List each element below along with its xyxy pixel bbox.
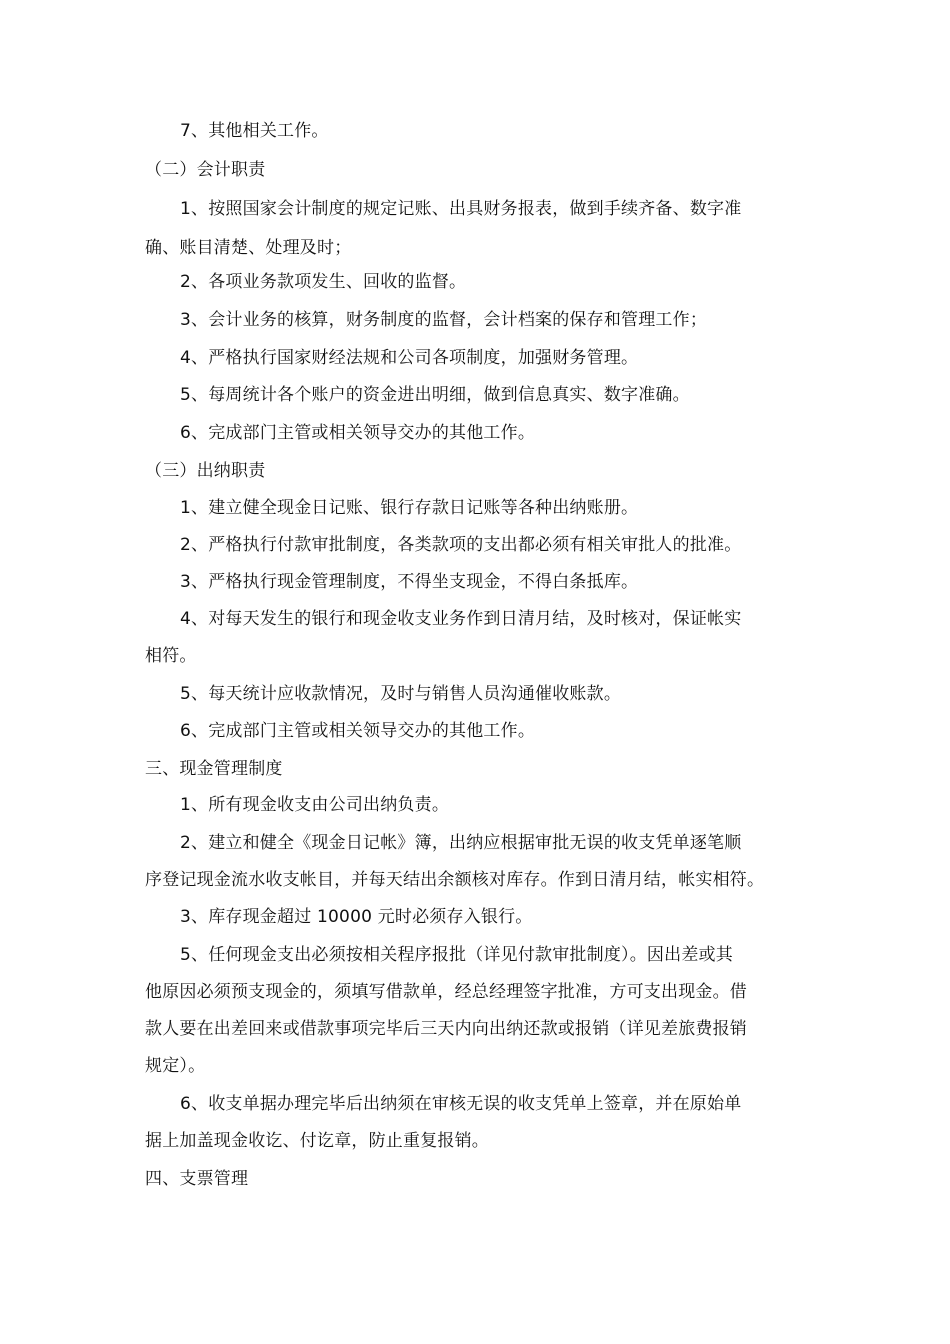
text-line: 规定）。 xyxy=(145,1056,206,1076)
section-heading: （二）会计职责 xyxy=(145,160,266,180)
text-line: 6、收支单据办理完毕后出纳须在审核无误的收支凭单上签章，并在原始单 xyxy=(180,1094,742,1114)
text-line: 确、账目清楚、处理及时； xyxy=(145,238,352,258)
section-heading: 四、支票管理 xyxy=(145,1169,249,1189)
text-line: 3、严格执行现金管理制度，不得坐支现金，不得白条抵库。 xyxy=(180,572,639,592)
text-line: 4、严格执行国家财经法规和公司各项制度，加强财务管理。 xyxy=(180,348,639,368)
text-line: 5、任何现金支出必须按相关程序报批（详见付款审批制度）。因出差或其 xyxy=(180,945,733,965)
text-line: 相符。 xyxy=(145,646,197,666)
text-line: 1、建立健全现金日记账、银行存款日记账等各种出纳账册。 xyxy=(180,498,639,518)
text-line: 2、各项业务款项发生、回收的监督。 xyxy=(180,272,467,292)
text-line: 5、每周统计各个账户的资金进出明细，做到信息真实、数字准确。 xyxy=(180,385,690,405)
text-line: 4、对每天发生的银行和现金收支业务作到日清月结，及时核对，保证帐实 xyxy=(180,609,742,629)
text-line: 3、库存现金超过 10000 元时必须存入银行。 xyxy=(180,907,533,927)
text-line: 5、每天统计应收款情况，及时与销售人员沟通催收账款。 xyxy=(180,684,622,704)
text-line: 2、建立和健全《现金日记帐》簿，出纳应根据审批无误的收支凭单逐笔顺 xyxy=(180,833,742,853)
text-line: 款人要在出差回来或借款事项完毕后三天内向出纳还款或报销（详见差旅费报销 xyxy=(145,1019,747,1039)
text-line: 6、完成部门主管或相关领导交办的其他工作。 xyxy=(180,721,536,741)
text-line: 2、严格执行付款审批制度，各类款项的支出都必须有相关审批人的批准。 xyxy=(180,535,742,555)
text-line: 1、按照国家会计制度的规定记账、出具财务报表，做到手续齐备、数字准 xyxy=(180,199,742,219)
text-line: 3、会计业务的核算，财务制度的监督，会计档案的保存和管理工作； xyxy=(180,310,708,330)
text-line: 据上加盖现金收讫、付讫章，防止重复报销。 xyxy=(145,1131,489,1151)
text-line: 序登记现金流水收支帐目，并每天结出余额核对库存。作到日清月结，帐实相符。 xyxy=(145,870,765,890)
text-line: 他原因必须预支现金的，须填写借款单，经总经理签字批准，方可支出现金。借 xyxy=(145,982,747,1002)
section-heading: 三、现金管理制度 xyxy=(145,759,283,779)
section-heading: （三）出纳职责 xyxy=(145,461,266,481)
text-line: 6、完成部门主管或相关领导交办的其他工作。 xyxy=(180,423,536,443)
text-line: 1、所有现金收支由公司出纳负责。 xyxy=(180,795,450,815)
text-line: 7、其他相关工作。 xyxy=(180,121,329,141)
